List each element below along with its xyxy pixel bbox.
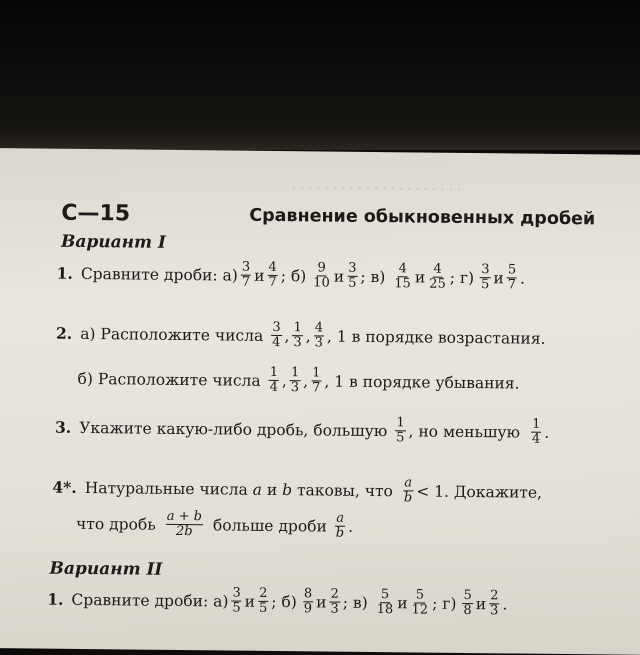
fraction: $\frac{9}{10}$ — [313, 260, 330, 291]
fraction: $\frac{a}{b}$ — [403, 475, 413, 506]
fraction: $\frac{5}{8}$ — [463, 587, 472, 619]
variable: b — [282, 480, 293, 499]
fraction: $\frac{1}{5}$ — [396, 415, 405, 446]
part-label: ; г) — [449, 268, 475, 287]
fraction: $\frac{2}{3}$ — [330, 586, 339, 617]
fraction: $\frac{5}{7}$ — [507, 262, 517, 293]
v1-task-1: 1. Сравните дроби: а) $\frac{3}{7}$ и $\frac{4}{7}$ ; б) $\frac{9}{10}$ и $\frac{3}{5}$ ; в) $\frac{4}{15}$ и $\frac{4}{25}$ ; г) $\frac{3}{5}$ и $\frac{5}{7}$ . — [56, 259, 526, 293]
task-text: Сравните дроби: а) — [71, 590, 229, 611]
fraction: $\frac{2}{3}$ — [489, 588, 499, 619]
fraction: $\frac{1}{4}$ — [531, 416, 541, 447]
v1-task-4-line-2 — [76, 509, 353, 541]
and-word: и — [254, 266, 265, 285]
fraction: $\frac{5}{18}$ — [376, 587, 394, 618]
fraction: $\frac{a}{b}$ — [335, 510, 345, 541]
variable: a — [252, 480, 263, 499]
fraction: $\frac{8}{9}$ — [303, 586, 313, 617]
v1-task-3 — [55, 413, 549, 447]
variant-2-title: Вариант II — [49, 558, 163, 580]
fraction: $\frac{1}{3}$ — [290, 365, 300, 396]
fraction: $\frac{2}{5}$ — [258, 585, 268, 616]
v1-task-4-line-1 — [52, 473, 542, 507]
fraction: $\frac{4}{3}$ — [314, 320, 324, 351]
section-number: С—15 — [61, 200, 131, 227]
fraction: $\frac{1}{4}$ — [269, 364, 279, 396]
v2-task-1: 1. Сравните дроби: а) $\frac{3}{5}$ и $\frac{2}{5}$ ; б) $\frac{8}{9}$ и $\frac{2}{3}$ ; в) $\frac{5}{18}$ и $\frac{5}{12}$ ; г) $\frac{5}{8}$ и $\frac{2}{3}$ . — [47, 585, 508, 619]
and-word: и — [333, 267, 345, 286]
and-word: и — [475, 594, 487, 613]
task-number: 1. — [47, 589, 64, 609]
task-text: < 1. Докажите, — [416, 481, 543, 502]
fraction: $\frac{3}{5}$ — [481, 262, 490, 293]
and-word: и — [493, 268, 504, 287]
fraction: $\frac{a + b}{2b}$ — [166, 508, 203, 540]
fraction: $\frac{4}{25}$ — [429, 261, 446, 292]
task-number: 3. — [54, 417, 72, 437]
fraction: $\frac{4}{7}$ — [268, 259, 277, 290]
and-word: и — [316, 592, 327, 612]
task-text: 1 в порядке убывания. — [334, 372, 520, 393]
task-text: б) Расположите числа — [77, 369, 261, 390]
fraction: $\frac{4}{15}$ — [394, 261, 411, 292]
bleed-through-text: · · · · · · · · · · · · · · · · · · · · · — [291, 181, 462, 198]
part-label: ; в) — [342, 593, 368, 612]
fraction: $\frac{3}{5}$ — [348, 260, 357, 291]
part-label: ; г) — [432, 594, 457, 613]
fraction: $\frac{3}{5}$ — [232, 585, 241, 616]
fraction: $\frac{1}{3}$ — [293, 320, 302, 351]
and-word: и — [266, 480, 278, 499]
task-text: Укажите какую-либо дробь, большую — [79, 418, 388, 440]
task-number: 2. — [55, 323, 73, 343]
part-label: ; б) — [280, 266, 307, 285]
task-text: больше дроби — [212, 515, 327, 536]
task-text: Натуральные числа — [84, 478, 248, 499]
task-text: Сравните дроби: а) — [80, 264, 238, 285]
and-word: и — [244, 592, 256, 611]
part-label: ; б) — [271, 592, 297, 611]
v1-task-2b: б) Расположите числа $\frac{1}{4}$ , $\frac{1}{3}$ , $\frac{1}{7}$ , 1 в порядке убывания. — [77, 364, 520, 396]
task-text: а) Расположите числа — [80, 324, 264, 345]
task-number: 1. — [56, 263, 73, 283]
dark-background — [0, 0, 640, 150]
and-word: и — [397, 593, 408, 612]
task-text: 1 в порядке возрастания. — [336, 327, 546, 348]
section-title: Сравнение обыкновенных дробей — [249, 205, 596, 230]
fraction: $\frac{3}{4}$ — [272, 319, 281, 351]
variant-1-title: Вариант I — [60, 231, 167, 253]
task-text: что дробь — [75, 514, 156, 534]
task-number: 4*. — [52, 477, 77, 497]
v1-task-2a: 2. а) Расположите числа $\frac{3}{4}$ , $\frac{1}{3}$ , $\frac{4}{3}$ , 1 в порядке возрастания. — [55, 319, 546, 351]
textbook-page — [0, 148, 640, 655]
punctuation: . — [348, 517, 354, 536]
and-word: и — [414, 267, 426, 287]
fraction: $\frac{5}{12}$ — [411, 587, 429, 618]
punctuation: . — [544, 423, 550, 442]
fraction: $\frac{1}{7}$ — [311, 365, 321, 396]
task-text: , но меньшую — [408, 421, 521, 442]
fraction: $\frac{3}{7}$ — [241, 259, 251, 290]
part-label: ; в) — [360, 267, 386, 286]
task-text: таковы, что — [296, 480, 394, 500]
